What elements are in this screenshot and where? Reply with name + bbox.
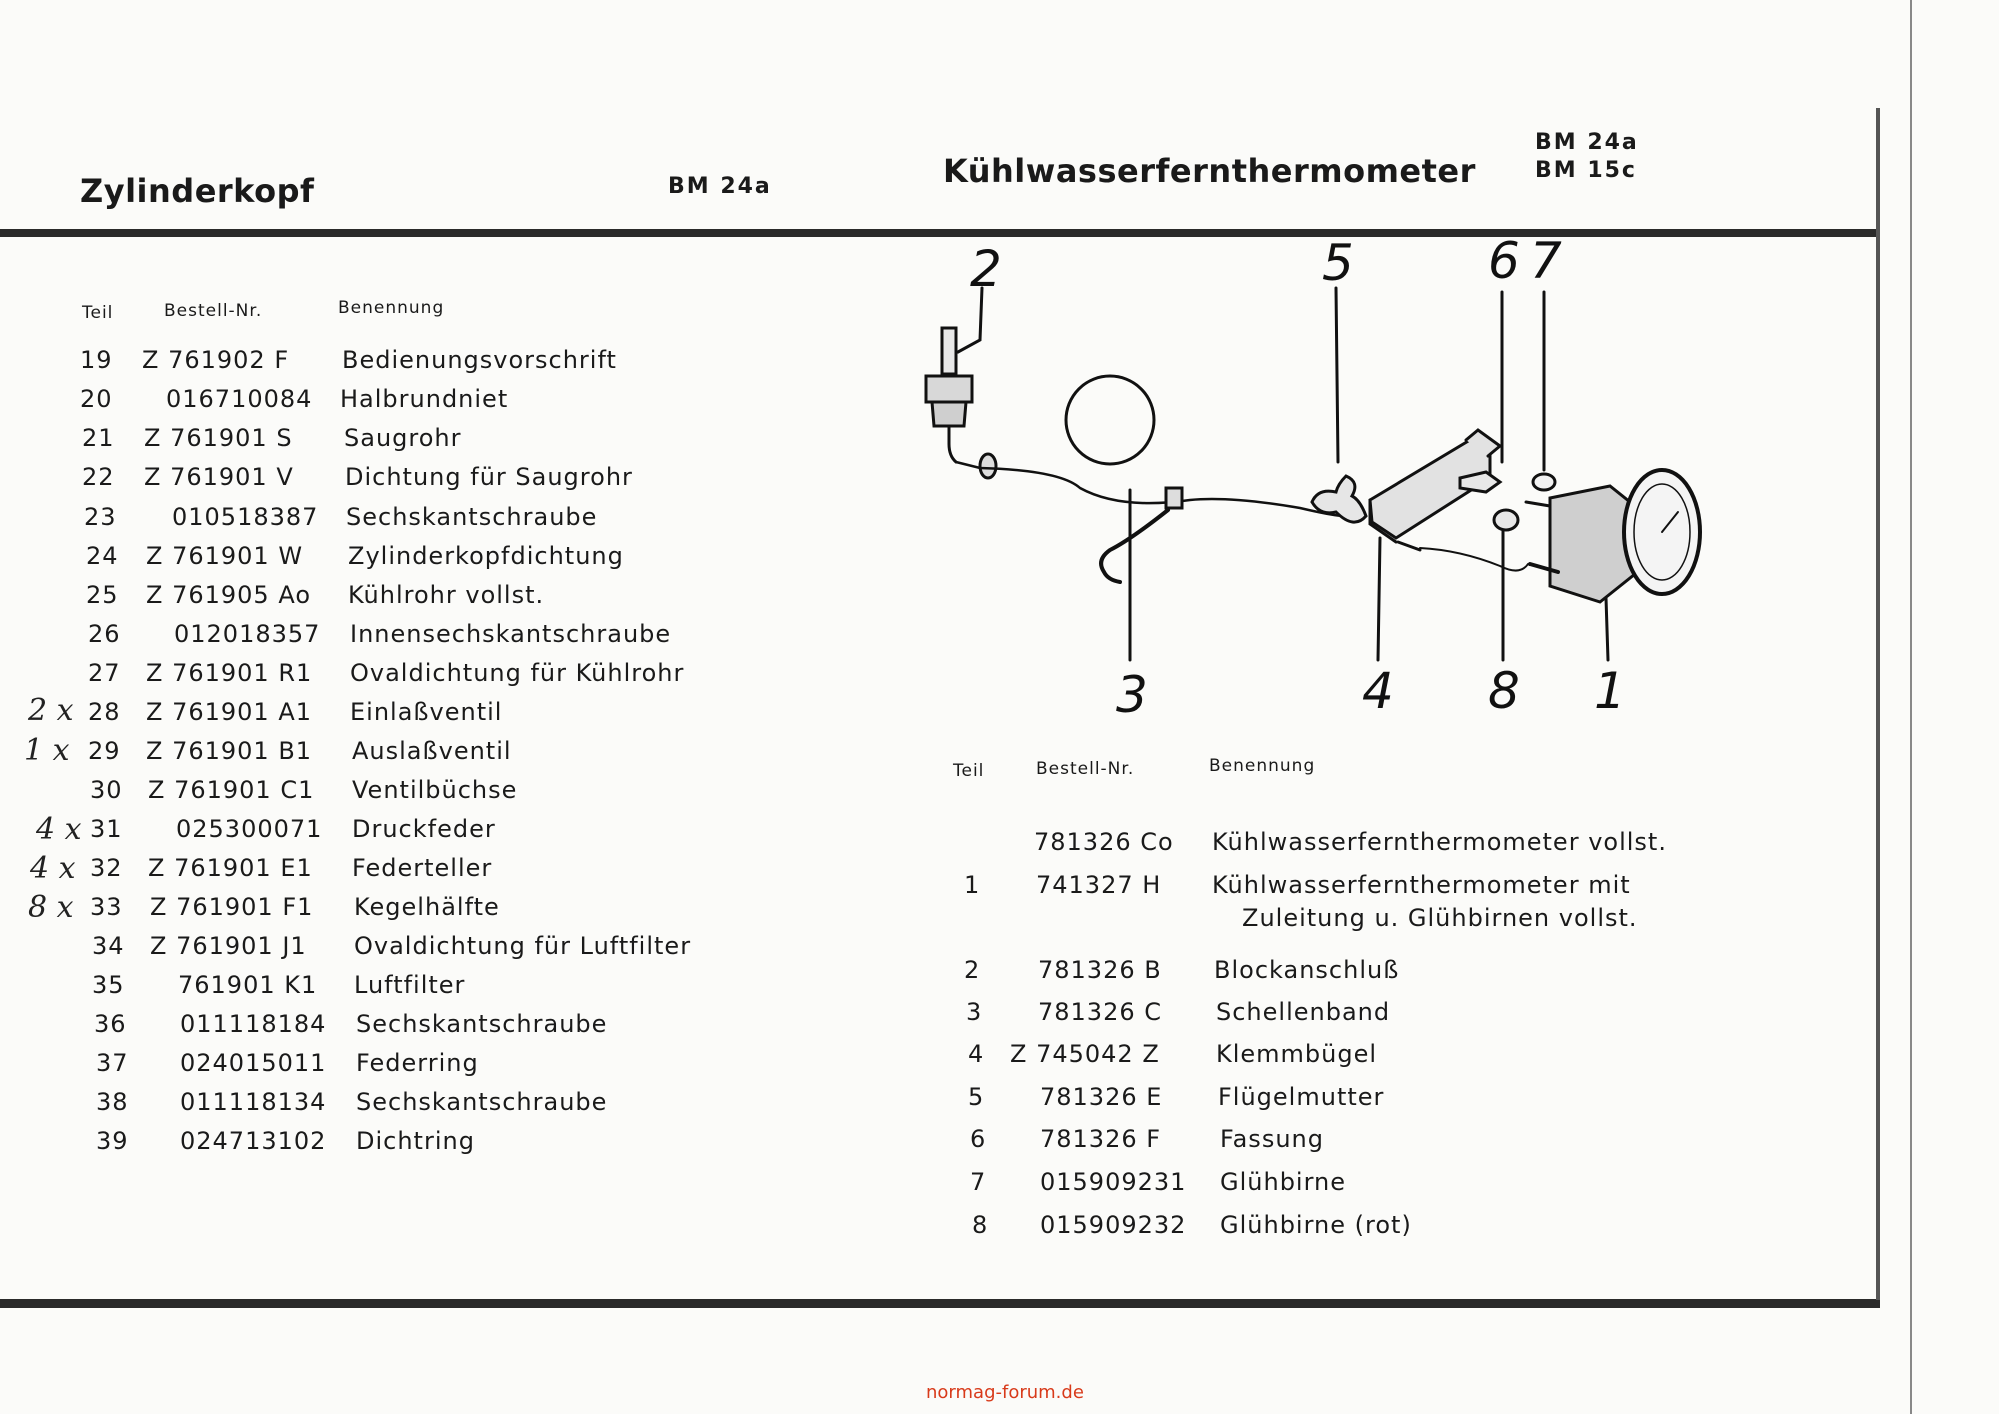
left-code: BM 24a bbox=[668, 174, 772, 199]
callout-3: 3 bbox=[1116, 666, 1148, 724]
left-header-teil: Teil bbox=[82, 303, 114, 323]
margin-note: 1 x bbox=[24, 733, 70, 768]
callout-6: 6 bbox=[1488, 232, 1520, 290]
callout-2: 2 bbox=[970, 240, 1002, 298]
right-title: Kühlwasserfernthermometer bbox=[943, 152, 1476, 190]
margin-note: 8 x bbox=[28, 890, 74, 925]
callout-4: 4 bbox=[1362, 662, 1394, 720]
page-edge bbox=[1910, 0, 1912, 1414]
margin-note: 4 x bbox=[30, 851, 76, 886]
margin-note: 4 x bbox=[36, 812, 82, 847]
left-header-name: Benennung bbox=[338, 298, 445, 318]
right-border bbox=[1876, 108, 1880, 1300]
left-header-nr: Bestell-Nr. bbox=[164, 301, 263, 321]
left-title: Zylinderkopf bbox=[80, 172, 315, 210]
thermometer-parts-diagram bbox=[900, 230, 1720, 730]
callout-5: 5 bbox=[1322, 234, 1354, 292]
right-header-nr: Bestell-Nr. bbox=[1036, 759, 1135, 779]
bottom-rule bbox=[0, 1299, 1880, 1308]
right-code-2: BM 15c bbox=[1535, 158, 1637, 183]
callout-7: 7 bbox=[1530, 232, 1562, 290]
right-header-teil: Teil bbox=[953, 761, 985, 781]
margin-note: 2 x bbox=[28, 693, 74, 728]
right-header-name: Benennung bbox=[1209, 756, 1316, 776]
callout-1: 1 bbox=[1594, 662, 1626, 720]
right-code-1: BM 24a bbox=[1535, 130, 1639, 155]
callout-8: 8 bbox=[1488, 662, 1520, 720]
footer-watermark: normag-forum.de bbox=[926, 1382, 1084, 1403]
